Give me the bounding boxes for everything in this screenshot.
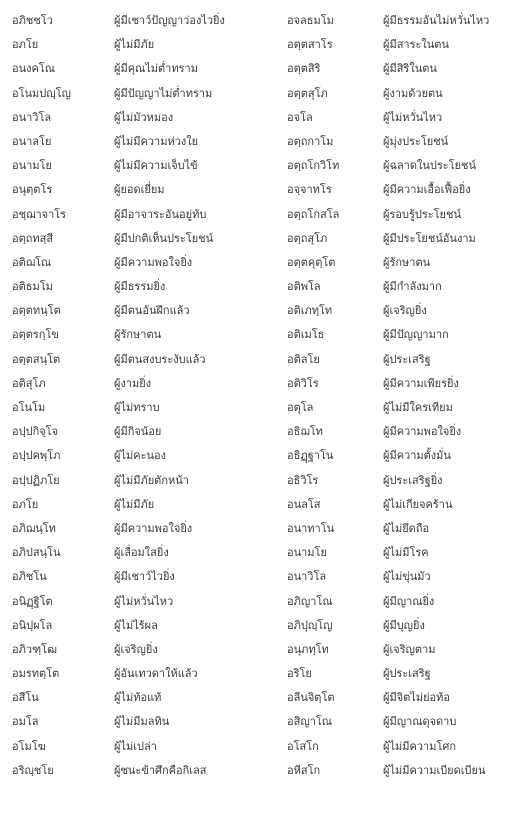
list-row bbox=[0, 130, 505, 154]
meaning-left: ผู้ไม่มีภัย bbox=[114, 497, 155, 511]
list-row bbox=[0, 420, 505, 444]
name-right: อตฺถสุโภ bbox=[287, 231, 328, 245]
name-left: อภิวฑฺโฒ bbox=[12, 642, 58, 656]
name-right: อสิญาโณ bbox=[287, 715, 332, 729]
list-row bbox=[0, 203, 505, 227]
list-row bbox=[0, 493, 505, 517]
meaning-right: ผู้ไม่เกียจคร้าน bbox=[383, 497, 453, 511]
name-left: อติสุโภ bbox=[12, 376, 46, 390]
name-left: อมโล bbox=[12, 715, 39, 729]
name-right: อตฺตสิริ bbox=[287, 62, 321, 76]
meaning-right: ผู้มีสาระในตน bbox=[383, 38, 449, 52]
meaning-left: ผู้ไม่ทราบ bbox=[114, 401, 160, 414]
meaning-left: ผู้ไม่เปล่า bbox=[114, 739, 157, 753]
name-right: อริโย bbox=[287, 667, 312, 681]
meaning-right: ผู้ประเสริฐ bbox=[383, 352, 431, 366]
meaning-left: ผู้มีตนอันฝึกแล้ว bbox=[114, 304, 190, 318]
meaning-right: ผู้มีญาณยิ่ง bbox=[383, 594, 435, 608]
name-left: อโมโฆ bbox=[12, 739, 46, 753]
meaning-right: ผู้ฉลาดในประโยชน์ bbox=[383, 159, 477, 173]
name-right: อนาทาโน bbox=[287, 521, 335, 535]
name-right: อตฺถโกวิโท bbox=[287, 159, 340, 173]
meaning-left: ผู้ไม่ท้อแท้ bbox=[114, 691, 162, 705]
name-left: อติฌโณ bbox=[12, 255, 52, 269]
list-row bbox=[0, 348, 505, 372]
list-row bbox=[0, 396, 505, 420]
name-right: อภิญาโณ bbox=[287, 594, 333, 608]
name-left: อนิฏฺฐิโต bbox=[12, 594, 53, 608]
name-left: อนิปฺผโล bbox=[12, 618, 53, 632]
meaning-left: ผู้งามยิ่ง bbox=[114, 376, 152, 390]
list-row bbox=[0, 710, 505, 734]
meaning-left: ผู้มีความพอใจยิ่ง bbox=[114, 255, 193, 269]
meaning-right: ผู้มีความตั้งมั่น bbox=[383, 449, 451, 463]
meaning-right: ผู้มีจิตไม่ย่อท้อ bbox=[383, 691, 450, 705]
list-row bbox=[0, 323, 505, 347]
name-right: อติพโล bbox=[287, 280, 321, 294]
name-right: อหีสโก bbox=[287, 763, 321, 777]
name-right: อธิวิโร bbox=[287, 473, 319, 487]
name-left: อปฺปกิจฺโจ bbox=[12, 425, 59, 439]
name-left: อนงคโณ bbox=[12, 62, 55, 76]
list-row bbox=[0, 9, 505, 33]
meaning-right: ผู้รอบรู้ประโยชน์ bbox=[383, 207, 461, 221]
name-right: อนามโย bbox=[287, 546, 327, 560]
name-right: อติลโย bbox=[287, 352, 320, 366]
meaning-right: ผู้เจริญตาม bbox=[383, 642, 436, 656]
name-left: อติธมโม bbox=[12, 280, 53, 294]
meaning-left: ผู้อันเทวดาให้แล้ว bbox=[114, 667, 198, 681]
name-left: อโนมปญฺโญ bbox=[12, 86, 71, 100]
name-left: อภโย bbox=[12, 38, 39, 52]
meaning-left: ผู้มีคุณไม่ต่ำทราม bbox=[114, 62, 198, 76]
meaning-right: ผู้มีกำลังมาก bbox=[383, 280, 442, 294]
name-left: อมรทตฺโต bbox=[12, 667, 60, 681]
meaning-right: ผู้มีความพอใจยิ่ง bbox=[383, 425, 462, 439]
meaning-left: ผู้ไม่มีความเจ็บไข้ bbox=[114, 159, 198, 173]
meaning-right: ผู้งามด้วยตน bbox=[383, 86, 443, 100]
name-right: อจลธมโม bbox=[287, 14, 334, 27]
list-row bbox=[0, 565, 505, 589]
meaning-left: ผู้เจริญยิ่ง bbox=[114, 642, 158, 656]
list-row bbox=[0, 469, 505, 493]
name-left: อริญฺชโย bbox=[12, 763, 54, 777]
meaning-left: ผู้มีเชาว์ปัญญาว่องไวยิ่ง bbox=[114, 14, 225, 27]
meaning-left: ผู้มีเชาว์ไวยิ่ง bbox=[114, 570, 175, 584]
meaning-right: ผู้ไม่ขุ่นมัว bbox=[383, 570, 431, 584]
name-right: อตฺตคุตฺโต bbox=[287, 255, 336, 269]
name-left: อภิฌนฺโท bbox=[12, 521, 56, 535]
name-left: อนามโย bbox=[12, 159, 52, 173]
list-row bbox=[0, 106, 505, 130]
list-row bbox=[0, 590, 505, 614]
name-left: อตฺตทนฺโต bbox=[12, 304, 61, 318]
name-left: อตฺตสนฺโต bbox=[12, 352, 61, 366]
meaning-right: ผู้ไม่มีความเบียดเบียน bbox=[383, 763, 486, 777]
list-row bbox=[0, 372, 505, 396]
name-left: อชฺฌาจาโร bbox=[12, 207, 67, 221]
meaning-left: ผู้ไม่มัวหมอง bbox=[114, 110, 174, 124]
meaning-right: ผู้มีประโยชน์อันงาม bbox=[383, 231, 476, 245]
name-right: อติวิโร bbox=[287, 376, 319, 390]
list-row bbox=[0, 517, 505, 541]
list-row bbox=[0, 154, 505, 178]
meaning-right: ผู้ไม่มีใครเทียม bbox=[383, 401, 453, 414]
name-right: อตุโล bbox=[287, 401, 314, 414]
name-right: อธิฌโท bbox=[287, 425, 323, 439]
name-left: อภิปสนฺโน bbox=[12, 546, 61, 560]
meaning-left: ผู้ไม่มีภัย bbox=[114, 38, 155, 52]
list-row bbox=[0, 638, 505, 662]
list-row bbox=[0, 251, 505, 275]
meaning-left: ผู้ไม่คะนอง bbox=[114, 449, 166, 463]
meaning-right: ผู้ไม่มีความโศก bbox=[383, 739, 456, 753]
meaning-left: ผู้ไม่มีภัยตักหน้า bbox=[114, 473, 189, 487]
list-row bbox=[0, 227, 505, 251]
name-right: อนลโส bbox=[287, 497, 321, 511]
meaning-right: ผู้มีสิริในตน bbox=[383, 62, 437, 76]
meaning-left: ผู้มีปัญญาไม่ต่ำทราม bbox=[114, 86, 213, 100]
list-row bbox=[0, 735, 505, 759]
name-right: อตฺถโกสโล bbox=[287, 207, 340, 221]
name-left: อนาวิโล bbox=[12, 110, 52, 124]
name-right: อตฺตสุโภ bbox=[287, 86, 328, 100]
name-left: อสีโน bbox=[12, 691, 39, 705]
name-left: อตฺถทสฺสี bbox=[12, 231, 54, 245]
meaning-left: ผู้รักษาตน bbox=[114, 328, 162, 342]
meaning-left: ผู้ยอดเยี่ยม bbox=[114, 183, 165, 197]
list-row bbox=[0, 299, 505, 323]
name-right: อโสโก bbox=[287, 739, 319, 753]
list-row bbox=[0, 178, 505, 202]
name-right: อนาวิโล bbox=[287, 570, 327, 584]
meaning-left: ผู้มีอาจาระอันอยู่ทับ bbox=[114, 207, 207, 221]
name-left: อภิชโน bbox=[12, 570, 47, 584]
meaning-right: ผู้ไม่มีโรค bbox=[383, 546, 429, 560]
name-left: อตฺตรกฺโข bbox=[12, 328, 59, 342]
meaning-right: ผู้มีญาณดุจดาบ bbox=[383, 715, 457, 729]
meaning-right: ผู้เจริญยิ่ง bbox=[383, 304, 427, 318]
name-left: อปฺปฏิภโย bbox=[12, 473, 60, 487]
meaning-left: ผู้มีธรรมยิ่ง bbox=[114, 280, 166, 294]
name-right: อติเมโธ bbox=[287, 328, 325, 342]
meaning-right: ผู้ประเสริฐ bbox=[383, 667, 431, 681]
list-row bbox=[0, 662, 505, 686]
name-right: อตฺถกาโม bbox=[287, 134, 334, 148]
list-row bbox=[0, 57, 505, 81]
meaning-right: ผู้มีความเพียรยิ่ง bbox=[383, 376, 459, 390]
name-right: อลีนจิตฺโต bbox=[287, 691, 335, 705]
meaning-left: ผู้ไม่หวั่นไหว bbox=[114, 594, 174, 608]
name-right: อธิฏฺฐาโน bbox=[287, 449, 334, 463]
list-row bbox=[0, 541, 505, 565]
list-row bbox=[0, 614, 505, 638]
list-row bbox=[0, 275, 505, 299]
name-left: อภิชชโว bbox=[12, 14, 53, 27]
meaning-left: ผู้มีความพอใจยิ่ง bbox=[114, 521, 193, 535]
name-right: อจโล bbox=[287, 110, 313, 124]
name-right: อนุภทฺโท bbox=[287, 642, 329, 656]
meaning-right: ผู้ไม่ยึดถือ bbox=[383, 521, 430, 535]
meaning-left: ผู้มีปกติเห็นประโยชน์ bbox=[114, 231, 214, 245]
name-right: อภิปุญฺโญ bbox=[287, 618, 333, 632]
list-row bbox=[0, 82, 505, 106]
meaning-left: ผู้ไม่มีความห่วงใย bbox=[114, 134, 199, 148]
name-left: อปฺปคพฺโภ bbox=[12, 449, 61, 463]
name-left: อนุตฺตโร bbox=[12, 183, 53, 197]
meaning-left: ผู้มีกิจน้อย bbox=[114, 425, 162, 439]
list-row bbox=[0, 33, 505, 57]
name-left: อภโย bbox=[12, 497, 39, 511]
meaning-right: ผู้มีความเอื้อเฟื้อยิ่ง bbox=[383, 183, 471, 197]
name-left: อนาลโย bbox=[12, 134, 52, 148]
meaning-right: ผู้มุ่งประโยชน์ bbox=[383, 134, 449, 148]
meaning-left: ผู้มีตนสงบระงับแล้ว bbox=[114, 352, 206, 366]
list-row bbox=[0, 444, 505, 468]
meaning-left: ผู้เลื่อมใสยิ่ง bbox=[114, 546, 169, 560]
name-right: อตฺตสาโร bbox=[287, 38, 333, 52]
name-right: อจฺจาทโร bbox=[287, 183, 332, 197]
meaning-right: ผู้ไม่หวั่นไหว bbox=[383, 110, 443, 124]
name-left: อโนโม bbox=[12, 401, 46, 414]
meaning-right: ผู้มีธรรมอันไม่หวั่นไหว bbox=[383, 14, 490, 27]
meaning-right: ผู้มีบุญยิ่ง bbox=[383, 618, 425, 632]
name-right: อติเภทฺโท bbox=[287, 304, 333, 318]
list-row bbox=[0, 686, 505, 710]
meaning-left: ผู้ชนะข้าศึกคือกิเลส bbox=[114, 763, 207, 777]
meaning-left: ผู้ไม่ไร้ผล bbox=[114, 618, 158, 632]
meaning-left: ผู้ไม่มีมลทิน bbox=[114, 715, 170, 729]
meaning-right: ผู้ประเสริฐยิ่ง bbox=[383, 473, 443, 487]
list-row bbox=[0, 759, 505, 783]
meaning-right: ผู้รักษาตน bbox=[383, 255, 431, 269]
meaning-right: ผู้มีปัญญามาก bbox=[383, 328, 449, 342]
